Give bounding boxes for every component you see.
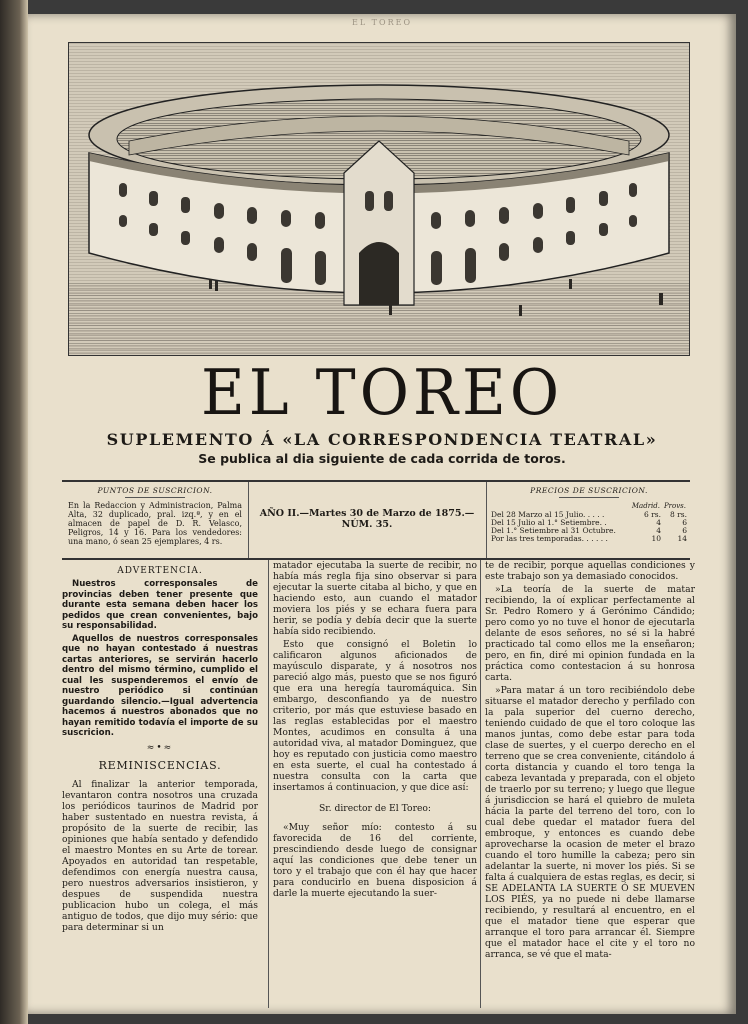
running-head: EL TOREO (351, 18, 412, 27)
subscription-points (62, 482, 249, 558)
article-paragraph: te de recibir, porque aquellas condiciones y este trabajo son ya demasiado conocidos. (485, 560, 695, 582)
column-1 (62, 560, 258, 1008)
letter-salutation: Sr. director de El Toreo: (318, 803, 432, 814)
advert-heading: ADVERTENCIA. (117, 566, 203, 576)
scan-left-edge (0, 0, 28, 1024)
subscription-prices (486, 482, 691, 558)
divider (125, 497, 185, 498)
advert-paragraph: Nuestros corresponsales de provincias deben tener presente que durante esta semana deben hacer los pedidos que crean convenientes, bajo su responsabilidad. (62, 579, 258, 631)
prices-heading: PRECIOS DE SUSCRICION. (530, 486, 648, 495)
article-paragraph: »La teoría de la suerte de matar recibiendo, la oí explicar perfectamente al Sr. Pedro Romero y á Gerónimo Cándido; pero como yo no tuve el honor de ejecutarla delante de esos señores, no sé si la habré practicado tal como ellos me la enseñaron; pero, en fin, diré mi opinion fundada en la práctica como contestacion á su honrosa carta. (485, 584, 695, 683)
body-columns (62, 560, 695, 1008)
price-label: Por las tres temporadas. . . . . . (491, 534, 608, 543)
price-madrid: 4 (656, 526, 661, 535)
masthead (28, 356, 736, 466)
info-bar (62, 480, 690, 560)
price-label: Del 28 Marzo al 15 Julio. . . . . (491, 510, 605, 519)
publication-tagline: Se publica al dia siguiente de cada corrida de toros. (198, 451, 566, 466)
price-madrid: 4 (656, 518, 661, 527)
article-paragraph: »Para matar á un toro recibiéndolo debe situarse el matador derecho y perfilado con la pala superior del cuerno derecho, teniendo cuidado de que el toro coloque las manos juntas, como debe estar para toda clase de suertes, y el cuerpo derecho en el terreno que se crea conveniente, citándolo á corta distancia y cuando el toro tenga la cabeza levantada y preparada, con el objeto de traerlo por su terreno; y luego que llegue á jurisdiccion se hará el quiebro de muleta hácia la parte del terreno del toro, con lo cual debe quedar el matador fuera del embroque, y entonces es cuando debe aprovecharse la ocasion de meter el brazo cuando el toro humille la cabeza; pero sin adelantar la suerte, ni mover los piés. Si se falta á cualquiera de estas reglas, es decir, si SE ADELANTA LA SUERTE Ó SE MUEVEN LOS PIÉS, ya no puede ni debe llamarse recibiendo, y resultará al encuentro, en el que el matador tiene que esperar que arranque el toro para arrancar él. Siempre que el matador hace el cite y el toro no arranca, se vé que el mata- (485, 685, 695, 960)
ornament-divider: ≈•≈ (146, 742, 174, 753)
subscription-text: En la Redaccion y Administracion, Palma Alta, 32 duplicado, pral. izq.ª, y en el almacen de papel de D. R. Velasco, Peligros, 14 y 16. Para los vendedores: una mano, ó sean 25 ejemplares, 4 rs. (68, 501, 242, 546)
table-row (491, 535, 687, 543)
price-provs: 6 (682, 526, 687, 535)
bullring-engraving (68, 42, 690, 356)
price-provs: 14 (677, 534, 687, 543)
price-madrid: 6 rs. (644, 510, 661, 519)
article-heading: REMINISCENCIAS. (98, 758, 222, 772)
col-madrid: Madrid. (631, 502, 660, 510)
column-3 (480, 560, 695, 1008)
divider (559, 497, 619, 498)
column-2 (268, 560, 477, 1008)
article-paragraph: Esto que consignó el Boletin lo calificaron algunos aficionados de mayúsculo disparate, y á nosotros nos pareció algo más, puesto que se nos figuró que era una heregía tauromáquica. Sin embargo, desconfiando ya de nuestro criterio, por más que estuviese basado en las reglas establecidas por el maestro Montes, acudimos en consulta á una autoridad viva, al matador Dominguez, que hoy es reputado con justicia como maestro en esta suerte, el cual ha contestado á nuestra consulta con la carta que insertamos á continuacion, y que dice así: (273, 639, 477, 793)
col-provs: Provs. (663, 502, 686, 510)
article-paragraph: Al finalizar la anterior temporada, levantaron contra nosotros una cruzada los periódicos taurinos de Madrid por haber sustentado en nuestra revista, á propósito de la suerte de recibir, las opiniones que había sentado y defendido el maestro Montes en su Arte de torear. Apoyados en autoridad tan respetable, defendimos con energía nuestra causa, pero nuestros adversarios insistieron, y despues de suspendida nuestra publicacion hubo un colega, el más antiguo de todos, que dijo muy sério: que para determinar si un (62, 778, 258, 933)
price-provs: 6 (682, 518, 687, 527)
newspaper-page (28, 14, 736, 1014)
supplement-subtitle: SUPLEMENTO Á «LA CORRESPONDENCIA TEATRAL» (106, 430, 658, 449)
issue-info (250, 482, 484, 558)
article-paragraph: «Muy señor mío: contesto á su favorecida de 16 del corriente, prescindiendo desde luego de consignar aquí las condiciones que debe tener un toro y el trabajo que con él hay que hacer para conducirlo en buena disposicion á darle la muerte ejecutando la suer- (273, 822, 477, 899)
article-paragraph: matador ejecutaba la suerte de recibir, no había más regla fija sino observar si para ejecutar la suerte citaba al bicho, y que en haciendo esto, aun cuando el matador moviera los piés y se echara fuera para herir, se podía y debía decir que la suerte había sido recibiendo. (273, 560, 477, 637)
advert-paragraph: Aquellos de nuestros corresponsales que no hayan contestado á nuestras cartas anteriores, se servirán hacerlo dentro del mismo término, cumplido el cual les suspenderemos el envío de nuestro periódico si continúan guardando silencio.—Igual advertencia hacemos á nuestros abonados que no hayan remitido todavía el importe de su suscricion. (62, 633, 258, 738)
subscription-heading: PUNTOS DE SUSCRICION. (97, 486, 213, 495)
price-label: Del 1.° Setiembre al 31 Octubre. (491, 526, 616, 535)
price-provs: 8 rs. (670, 510, 687, 519)
prices-table (491, 501, 687, 543)
issue-date-line: AÑO II.—Martes 30 de Marzo de 1875.—NÚM. 35. (259, 508, 475, 530)
bullring-illustration (69, 43, 689, 355)
price-label: Del 15 Julio al 1.° Setiembre. . (491, 518, 607, 527)
price-madrid: 10 (651, 534, 661, 543)
newspaper-title: EL TOREO (200, 356, 564, 430)
